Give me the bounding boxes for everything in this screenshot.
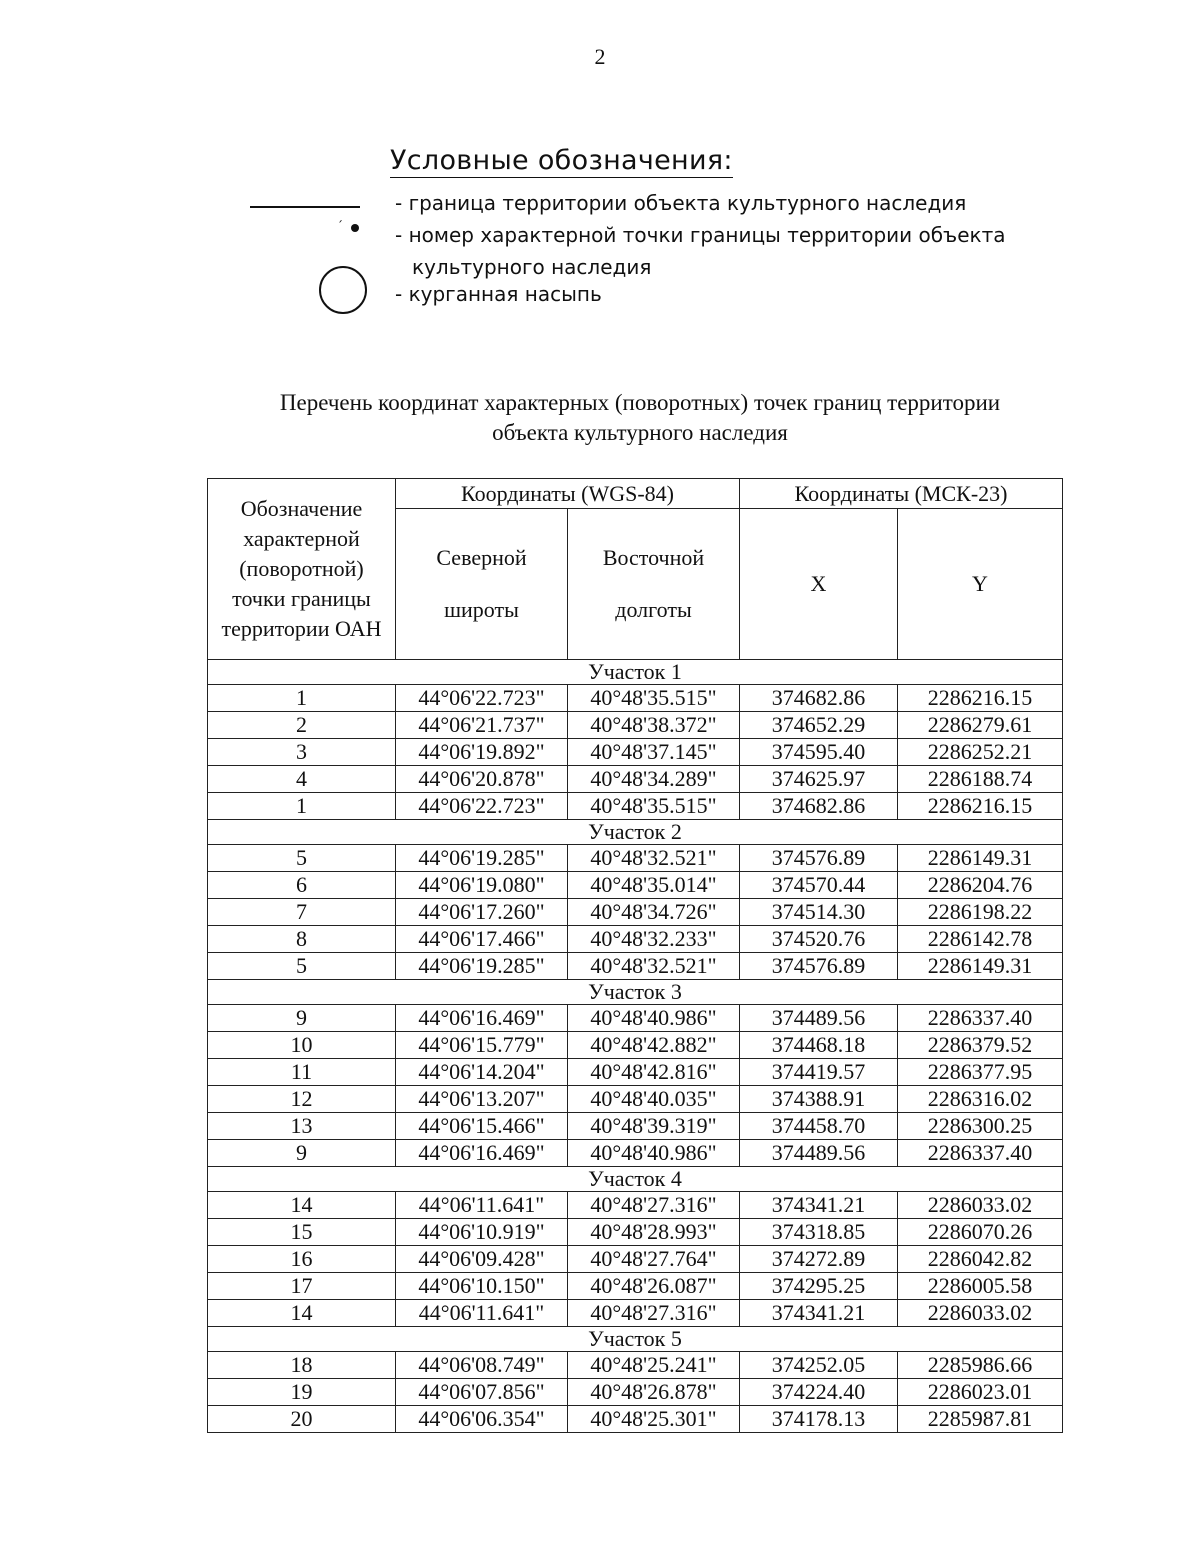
cell-lat: 44°06'10.150": [396, 1273, 568, 1300]
cell-point: 14: [208, 1192, 396, 1219]
cell-x: 374576.89: [740, 953, 898, 980]
cell-point: 1: [208, 685, 396, 712]
cell-lon: 40°48'25.241": [568, 1352, 740, 1379]
cell-point: 5: [208, 953, 396, 980]
table-row: [208, 1406, 1063, 1433]
cell-lon: 40°48'34.726": [568, 899, 740, 926]
cell-x: 374520.76: [740, 926, 898, 953]
cell-x: 374682.86: [740, 685, 898, 712]
cell-y: 2286070.26: [898, 1219, 1063, 1246]
cell-y: 2286149.31: [898, 953, 1063, 980]
cell-point: 15: [208, 1219, 396, 1246]
cell-lat: 44°06'19.892": [396, 739, 568, 766]
cell-x: 374341.21: [740, 1192, 898, 1219]
section-title: Участок 5: [208, 1327, 1063, 1352]
cell-y: 2286042.82: [898, 1246, 1063, 1273]
cell-lon: 40°48'27.316": [568, 1192, 740, 1219]
cell-x: 374341.21: [740, 1300, 898, 1327]
cell-point: 20: [208, 1406, 396, 1433]
table-row: [208, 1379, 1063, 1406]
cell-point: 18: [208, 1352, 396, 1379]
cell-y: 2286149.31: [898, 845, 1063, 872]
cell-y: 2286204.76: [898, 872, 1063, 899]
table-row: [208, 1273, 1063, 1300]
table-heading: [0, 388, 1200, 448]
cell-point: 2: [208, 712, 396, 739]
table-heading-line1: Перечень координат характерных (поворотных) точек границ территории: [279, 390, 1001, 415]
legend-item-mound: - курганная насыпь: [395, 282, 602, 306]
legend: [240, 145, 1060, 325]
cell-point: 12: [208, 1086, 396, 1113]
table-row: [208, 845, 1063, 872]
cell-x: 374295.25: [740, 1273, 898, 1300]
table-row: [208, 1086, 1063, 1113]
cell-lon: 40°48'39.319": [568, 1113, 740, 1140]
cell-lon: 40°48'35.515": [568, 685, 740, 712]
cell-x: 374468.18: [740, 1032, 898, 1059]
cell-lat: 44°06'13.207": [396, 1086, 568, 1113]
cell-lat: 44°06'14.204": [396, 1059, 568, 1086]
cell-y: 2286379.52: [898, 1032, 1063, 1059]
table-row: [208, 926, 1063, 953]
cell-lat: 44°06'19.285": [396, 845, 568, 872]
table-row: [208, 872, 1063, 899]
section-row: [208, 1327, 1063, 1352]
cell-y: 2286188.74: [898, 766, 1063, 793]
cell-y: 2286005.58: [898, 1273, 1063, 1300]
table-row: [208, 739, 1063, 766]
legend-title: Условные обозначения:: [390, 145, 733, 176]
cell-y: 2286023.01: [898, 1379, 1063, 1406]
cell-y: 2286337.40: [898, 1140, 1063, 1167]
cell-lat: 44°06'19.285": [396, 953, 568, 980]
cell-x: 374224.40: [740, 1379, 898, 1406]
coordinates-body: [208, 660, 1063, 1433]
cell-x: 374625.97: [740, 766, 898, 793]
table-row: [208, 953, 1063, 980]
cell-lat: 44°06'15.779": [396, 1032, 568, 1059]
cell-lat: 44°06'11.641": [396, 1192, 568, 1219]
cell-y: 2286216.15: [898, 793, 1063, 820]
table-row: [208, 1219, 1063, 1246]
cell-x: 374652.29: [740, 712, 898, 739]
cell-y: 2286198.22: [898, 899, 1063, 926]
cell-x: 374489.56: [740, 1140, 898, 1167]
cell-lat: 44°06'10.919": [396, 1219, 568, 1246]
cell-point: 4: [208, 766, 396, 793]
table-row: [208, 1059, 1063, 1086]
cell-y: 2286316.02: [898, 1086, 1063, 1113]
cell-lon: 40°48'40.035": [568, 1086, 740, 1113]
cell-x: 374458.70: [740, 1113, 898, 1140]
cell-x: 374419.57: [740, 1059, 898, 1086]
header-msk-group: Координаты (МСК-23): [740, 479, 1063, 509]
cell-y: 2286300.25: [898, 1113, 1063, 1140]
header-lat-line1: Северной: [436, 545, 527, 570]
cell-lon: 40°48'40.986": [568, 1140, 740, 1167]
table-heading-line2: объекта культурного наследия: [492, 420, 788, 445]
cell-lon: 40°48'28.993": [568, 1219, 740, 1246]
cell-lat: 44°06'07.856": [396, 1379, 568, 1406]
cell-y: 2286216.15: [898, 685, 1063, 712]
cell-point: 7: [208, 899, 396, 926]
header-x: X: [740, 509, 898, 660]
cell-lat: 44°06'16.469": [396, 1140, 568, 1167]
section-row: [208, 660, 1063, 685]
cell-lon: 40°48'38.372": [568, 712, 740, 739]
line-icon: [250, 206, 360, 208]
table-row: [208, 766, 1063, 793]
cell-point: 11: [208, 1059, 396, 1086]
table-row: [208, 1113, 1063, 1140]
cell-lat: 44°06'16.469": [396, 1005, 568, 1032]
cell-lon: 40°48'40.986": [568, 1005, 740, 1032]
cell-lat: 44°06'17.260": [396, 899, 568, 926]
table-row: [208, 1352, 1063, 1379]
cell-lon: 40°48'26.878": [568, 1379, 740, 1406]
cell-y: 2286033.02: [898, 1192, 1063, 1219]
section-title: Участок 1: [208, 660, 1063, 685]
table-row: [208, 685, 1063, 712]
circle-icon: [319, 266, 367, 314]
cell-point: 19: [208, 1379, 396, 1406]
cell-lon: 40°48'27.316": [568, 1300, 740, 1327]
cell-lat: 44°06'20.878": [396, 766, 568, 793]
cell-lat: 44°06'09.428": [396, 1246, 568, 1273]
header-lon-line2: долготы: [615, 597, 692, 622]
cell-lon: 40°48'35.515": [568, 793, 740, 820]
table-row: [208, 1140, 1063, 1167]
cell-lon: 40°48'26.087": [568, 1273, 740, 1300]
legend-item-boundary: - граница территории объекта культурного наследия: [395, 191, 967, 215]
cell-lon: 40°48'37.145": [568, 739, 740, 766]
cell-point: 5: [208, 845, 396, 872]
section-row: [208, 980, 1063, 1005]
cell-lon: 40°48'32.521": [568, 845, 740, 872]
cell-x: 374318.85: [740, 1219, 898, 1246]
header-lon-line1: Восточной: [602, 545, 705, 570]
cell-x: 374576.89: [740, 845, 898, 872]
cell-x: 374570.44: [740, 872, 898, 899]
cell-point: 16: [208, 1246, 396, 1273]
cell-lon: 40°48'27.764": [568, 1246, 740, 1273]
cell-lon: 40°48'25.301": [568, 1406, 740, 1433]
section-title: Участок 4: [208, 1167, 1063, 1192]
cell-lon: 40°48'42.882": [568, 1032, 740, 1059]
table-row: [208, 712, 1063, 739]
cell-point: 9: [208, 1140, 396, 1167]
section-title: Участок 3: [208, 980, 1063, 1005]
cell-lat: 44°06'06.354": [396, 1406, 568, 1433]
cell-point: 8: [208, 926, 396, 953]
cell-lon: 40°48'42.816": [568, 1059, 740, 1086]
cell-lat: 44°06'08.749": [396, 1352, 568, 1379]
table-row: [208, 1246, 1063, 1273]
cell-lat: 44°06'22.723": [396, 793, 568, 820]
header-point: Обозначение характерной (поворотной) точки границы территории ОАН: [208, 479, 396, 660]
cell-x: 374682.86: [740, 793, 898, 820]
cell-y: 2286033.02: [898, 1300, 1063, 1327]
cell-y: 2286252.21: [898, 739, 1063, 766]
cell-point: 17: [208, 1273, 396, 1300]
cell-y: 2285986.66: [898, 1352, 1063, 1379]
cell-lon: 40°48'32.521": [568, 953, 740, 980]
cell-lat: 44°06'17.466": [396, 926, 568, 953]
cell-point: 1: [208, 793, 396, 820]
cell-point: 10: [208, 1032, 396, 1059]
cell-y: 2286337.40: [898, 1005, 1063, 1032]
page-number: 2: [594, 44, 606, 69]
header-lat: [396, 509, 568, 660]
cell-lon: 40°48'35.014": [568, 872, 740, 899]
header-y: Y: [898, 509, 1063, 660]
cell-x: 374489.56: [740, 1005, 898, 1032]
cell-point: 6: [208, 872, 396, 899]
table-row: [208, 1005, 1063, 1032]
cell-lat: 44°06'19.080": [396, 872, 568, 899]
table-row: [208, 1192, 1063, 1219]
header-lon: [568, 509, 740, 660]
cell-x: 374514.30: [740, 899, 898, 926]
section-title: Участок 2: [208, 820, 1063, 845]
cell-x: 374388.91: [740, 1086, 898, 1113]
coordinates-table: [207, 478, 1063, 1433]
cell-x: 374252.05: [740, 1352, 898, 1379]
cell-y: 2285987.81: [898, 1406, 1063, 1433]
cell-x: 374272.89: [740, 1246, 898, 1273]
cell-x: 374178.13: [740, 1406, 898, 1433]
header-lat-line2: широты: [444, 597, 519, 622]
cell-lat: 44°06'11.641": [396, 1300, 568, 1327]
header-wgs-group: Координаты (WGS-84): [396, 479, 740, 509]
point-icon: ´: [337, 221, 365, 237]
cell-point: 3: [208, 739, 396, 766]
table-row: [208, 1300, 1063, 1327]
table-row: [208, 899, 1063, 926]
cell-lat: 44°06'22.723": [396, 685, 568, 712]
cell-y: 2286279.61: [898, 712, 1063, 739]
cell-point: 13: [208, 1113, 396, 1140]
legend-item-point-cont: культурного наследия: [412, 255, 652, 279]
cell-lat: 44°06'21.737": [396, 712, 568, 739]
cell-lat: 44°06'15.466": [396, 1113, 568, 1140]
cell-y: 2286377.95: [898, 1059, 1063, 1086]
cell-point: 9: [208, 1005, 396, 1032]
table-row: [208, 1032, 1063, 1059]
legend-item-point: - номер характерной точки границы территории объекта: [395, 223, 1006, 247]
cell-y: 2286142.78: [898, 926, 1063, 953]
cell-lon: 40°48'32.233": [568, 926, 740, 953]
table-row: [208, 793, 1063, 820]
cell-lon: 40°48'34.289": [568, 766, 740, 793]
cell-x: 374595.40: [740, 739, 898, 766]
section-row: [208, 820, 1063, 845]
cell-point: 14: [208, 1300, 396, 1327]
section-row: [208, 1167, 1063, 1192]
